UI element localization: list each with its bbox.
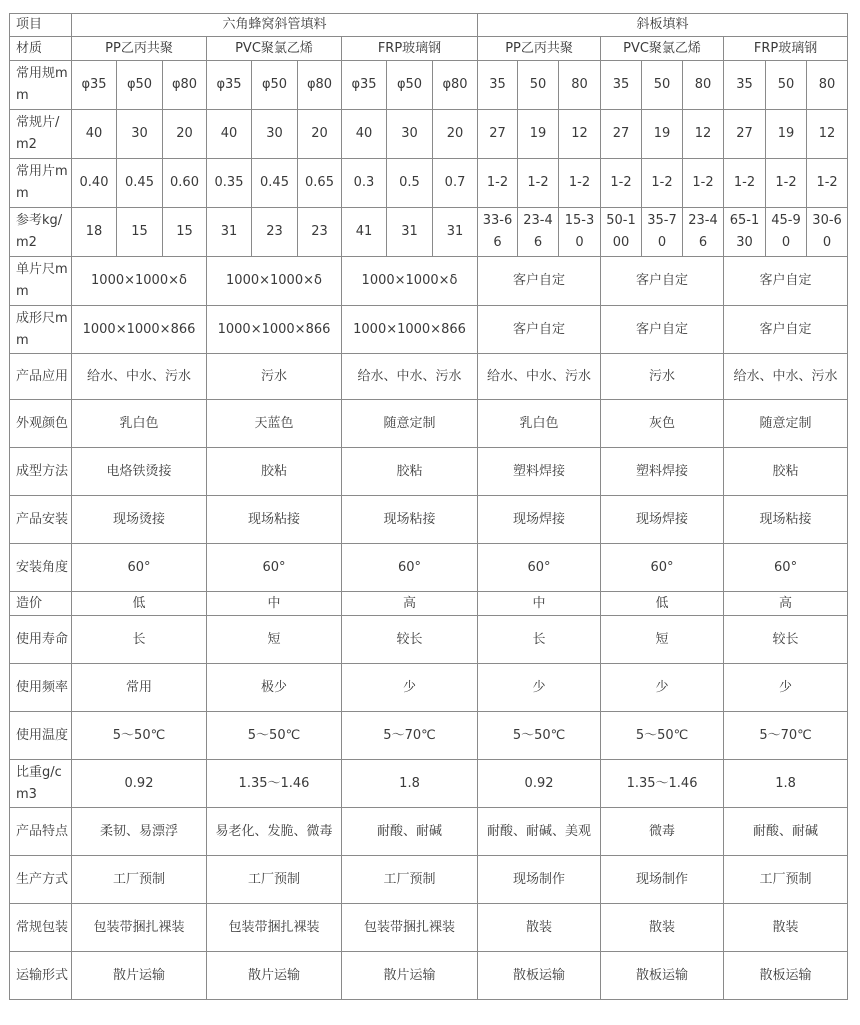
table-cell: 15 xyxy=(117,208,163,257)
table-cell: 0.92 xyxy=(72,760,207,808)
table-row xyxy=(10,904,848,952)
table-cell: 23 xyxy=(298,208,342,257)
table-cell: 1-2 xyxy=(807,159,848,208)
table-cell: 散板运输 xyxy=(478,952,601,1000)
table-row xyxy=(10,592,848,616)
table-cell: 1000×1000×866 xyxy=(207,306,342,354)
table-cell: 中 xyxy=(207,592,342,616)
row-label: 使用温度 xyxy=(10,712,72,760)
table-cell: 12 xyxy=(807,110,848,159)
table-cell: φ35 xyxy=(207,61,252,110)
table-cell: 5～50℃ xyxy=(72,712,207,760)
table-row xyxy=(10,400,848,448)
material-cell: PVC聚氯乙烯 xyxy=(207,37,342,61)
table-cell: 12 xyxy=(559,110,601,159)
table-row xyxy=(10,61,848,110)
table-cell: 19 xyxy=(518,110,559,159)
table-cell: 易老化、发脆、微毒 xyxy=(207,808,342,856)
table-cell: 1-2 xyxy=(518,159,559,208)
table-cell: 0.65 xyxy=(298,159,342,208)
table-cell: 23-46 xyxy=(518,208,559,257)
row-label: 参考kg/m2 xyxy=(10,208,72,257)
table-cell: 1-2 xyxy=(478,159,518,208)
table-cell: 1.8 xyxy=(724,760,848,808)
table-cell: 柔韧、易漂浮 xyxy=(72,808,207,856)
table-cell: 60° xyxy=(72,544,207,592)
table-row xyxy=(10,856,848,904)
table-cell: 客户自定 xyxy=(601,257,724,306)
table-cell: 0.35 xyxy=(207,159,252,208)
table-cell: 给水、中水、污水 xyxy=(72,354,207,400)
table-cell: 60° xyxy=(724,544,848,592)
table-cell: 现场烫接 xyxy=(72,496,207,544)
table-cell: 1-2 xyxy=(642,159,683,208)
table-cell: 现场制作 xyxy=(478,856,601,904)
table-cell: 30 xyxy=(252,110,298,159)
row-label: 使用频率 xyxy=(10,664,72,712)
table-cell: 31 xyxy=(207,208,252,257)
table-cell: 19 xyxy=(766,110,807,159)
row-label: 常用片mm xyxy=(10,159,72,208)
material-cell: PP乙丙共聚 xyxy=(72,37,207,61)
table-cell: φ50 xyxy=(117,61,163,110)
table-cell: 15-30 xyxy=(559,208,601,257)
table-cell: 41 xyxy=(342,208,387,257)
row-label: 成型方法 xyxy=(10,448,72,496)
material-cell: FRP玻璃钢 xyxy=(342,37,478,61)
table-cell: 20 xyxy=(433,110,478,159)
table-row xyxy=(10,544,848,592)
row-label: 生产方式 xyxy=(10,856,72,904)
table-cell: 1000×1000×δ xyxy=(207,257,342,306)
table-cell: 耐酸、耐碱、美观 xyxy=(478,808,601,856)
table-cell: 耐酸、耐碱 xyxy=(724,808,848,856)
table-cell: 包装带捆扎裸装 xyxy=(207,904,342,952)
table-cell: 27 xyxy=(724,110,766,159)
table-cell: 20 xyxy=(298,110,342,159)
table-cell: φ50 xyxy=(387,61,433,110)
table-cell: 1.35～1.46 xyxy=(601,760,724,808)
table-cell: 随意定制 xyxy=(342,400,478,448)
table-cell: 极少 xyxy=(207,664,342,712)
table-cell: 35-70 xyxy=(642,208,683,257)
table-cell: φ35 xyxy=(72,61,117,110)
table-cell: 50 xyxy=(766,61,807,110)
table-cell: 31 xyxy=(433,208,478,257)
table-cell: 短 xyxy=(207,616,342,664)
table-cell: 高 xyxy=(342,592,478,616)
table-cell: 0.45 xyxy=(117,159,163,208)
table-cell: 中 xyxy=(478,592,601,616)
header-project: 项目 xyxy=(10,14,72,37)
table-cell: 27 xyxy=(601,110,642,159)
table-cell: 40 xyxy=(72,110,117,159)
table-cell: 散片运输 xyxy=(342,952,478,1000)
table-cell: 23-46 xyxy=(683,208,724,257)
table-cell: 低 xyxy=(72,592,207,616)
row-label: 单片尺mm xyxy=(10,257,72,306)
table-cell: 较长 xyxy=(342,616,478,664)
table-cell: φ35 xyxy=(342,61,387,110)
table-cell: 31 xyxy=(387,208,433,257)
table-cell: 散装 xyxy=(601,904,724,952)
row-label: 运输形式 xyxy=(10,952,72,1000)
row-label: 产品特点 xyxy=(10,808,72,856)
table-cell: 60° xyxy=(601,544,724,592)
table-cell: 40 xyxy=(207,110,252,159)
table-cell: 80 xyxy=(807,61,848,110)
table-cell: 少 xyxy=(601,664,724,712)
table-cell: 0.60 xyxy=(163,159,207,208)
row-label: 产品应用 xyxy=(10,354,72,400)
table-cell: φ50 xyxy=(252,61,298,110)
row-label: 使用寿命 xyxy=(10,616,72,664)
table-cell: 35 xyxy=(478,61,518,110)
table-cell: 少 xyxy=(724,664,848,712)
material-cell: PP乙丙共聚 xyxy=(478,37,601,61)
table-row xyxy=(10,448,848,496)
table-row xyxy=(10,760,848,808)
table-cell: 现场焊接 xyxy=(601,496,724,544)
table-row xyxy=(10,110,848,159)
table-cell: 少 xyxy=(342,664,478,712)
table-cell: 客户自定 xyxy=(478,257,601,306)
table-cell: 60° xyxy=(207,544,342,592)
table-cell: 高 xyxy=(724,592,848,616)
row-label: 外观颜色 xyxy=(10,400,72,448)
table-cell: 长 xyxy=(478,616,601,664)
table-cell: 散装 xyxy=(478,904,601,952)
table-cell: 包装带捆扎裸装 xyxy=(72,904,207,952)
table-cell: 1-2 xyxy=(559,159,601,208)
table-cell: 0.40 xyxy=(72,159,117,208)
table-cell: 5～50℃ xyxy=(601,712,724,760)
table-cell: 乳白色 xyxy=(478,400,601,448)
table-cell: 5～70℃ xyxy=(342,712,478,760)
table-cell: 5～50℃ xyxy=(207,712,342,760)
table-cell: 天蓝色 xyxy=(207,400,342,448)
header-row-material xyxy=(10,37,848,61)
table-row xyxy=(10,952,848,1000)
table-cell: 12 xyxy=(683,110,724,159)
table-cell: 27 xyxy=(478,110,518,159)
table-cell: 较长 xyxy=(724,616,848,664)
table-cell: 30 xyxy=(117,110,163,159)
table-row xyxy=(10,354,848,400)
row-label: 常用规mm xyxy=(10,61,72,110)
row-label: 造价 xyxy=(10,592,72,616)
table-cell: 工厂预制 xyxy=(342,856,478,904)
row-label: 安装角度 xyxy=(10,544,72,592)
table-cell: 0.45 xyxy=(252,159,298,208)
header-material: 材质 xyxy=(10,37,72,61)
table-cell: 污水 xyxy=(601,354,724,400)
table-cell: 60° xyxy=(478,544,601,592)
table-cell: 0.3 xyxy=(342,159,387,208)
table-cell: 60° xyxy=(342,544,478,592)
table-cell: 散片运输 xyxy=(72,952,207,1000)
table-cell: 给水、中水、污水 xyxy=(478,354,601,400)
table-cell: 35 xyxy=(724,61,766,110)
table-cell: 19 xyxy=(642,110,683,159)
header-row-group xyxy=(10,14,848,37)
table-cell: 65-130 xyxy=(724,208,766,257)
table-cell: 1000×1000×866 xyxy=(342,306,478,354)
table-cell: 40 xyxy=(342,110,387,159)
table-cell: 20 xyxy=(163,110,207,159)
table-row xyxy=(10,664,848,712)
table-cell: 低 xyxy=(601,592,724,616)
table-cell: 23 xyxy=(252,208,298,257)
row-label: 产品安装 xyxy=(10,496,72,544)
table-cell: 工厂预制 xyxy=(207,856,342,904)
table-cell: 1-2 xyxy=(683,159,724,208)
table-cell: φ80 xyxy=(163,61,207,110)
table-cell: 80 xyxy=(683,61,724,110)
table-cell: φ80 xyxy=(433,61,478,110)
table-cell: 18 xyxy=(72,208,117,257)
table-row xyxy=(10,496,848,544)
table-row xyxy=(10,208,848,257)
table-cell: 现场制作 xyxy=(601,856,724,904)
table-cell: 50 xyxy=(642,61,683,110)
table-cell: 工厂预制 xyxy=(724,856,848,904)
table-cell: 少 xyxy=(478,664,601,712)
table-cell: 现场粘接 xyxy=(724,496,848,544)
table-row xyxy=(10,257,848,306)
table-cell: 30-60 xyxy=(807,208,848,257)
table-cell: 给水、中水、污水 xyxy=(724,354,848,400)
table-cell: 80 xyxy=(559,61,601,110)
table-cell: 15 xyxy=(163,208,207,257)
table-cell: 电烙铁烫接 xyxy=(72,448,207,496)
table-cell: 灰色 xyxy=(601,400,724,448)
table-cell: 常用 xyxy=(72,664,207,712)
table-cell: 客户自定 xyxy=(724,257,848,306)
table-cell: 50 xyxy=(518,61,559,110)
table-cell: φ80 xyxy=(298,61,342,110)
table-cell: 污水 xyxy=(207,354,342,400)
table-cell: 塑料焊接 xyxy=(478,448,601,496)
table-cell: 客户自定 xyxy=(724,306,848,354)
row-label: 常规片/m2 xyxy=(10,110,72,159)
table-cell: 随意定制 xyxy=(724,400,848,448)
table-cell: 客户自定 xyxy=(478,306,601,354)
table-cell: 1000×1000×δ xyxy=(342,257,478,306)
row-label: 成形尺mm xyxy=(10,306,72,354)
table-cell: 0.5 xyxy=(387,159,433,208)
table-cell: 5～50℃ xyxy=(478,712,601,760)
table-cell: 短 xyxy=(601,616,724,664)
table-cell: 胶粘 xyxy=(207,448,342,496)
table-row xyxy=(10,712,848,760)
table-cell: 0.92 xyxy=(478,760,601,808)
table-row xyxy=(10,616,848,664)
table-cell: 客户自定 xyxy=(601,306,724,354)
table-cell: 1-2 xyxy=(724,159,766,208)
table-cell: 45-90 xyxy=(766,208,807,257)
table-cell: 1.8 xyxy=(342,760,478,808)
table-cell: 乳白色 xyxy=(72,400,207,448)
table-row xyxy=(10,159,848,208)
table-cell: 50-100 xyxy=(601,208,642,257)
table-cell: 给水、中水、污水 xyxy=(342,354,478,400)
material-cell: FRP玻璃钢 xyxy=(724,37,848,61)
table-cell: 30 xyxy=(387,110,433,159)
table-cell: 0.7 xyxy=(433,159,478,208)
table-row xyxy=(10,306,848,354)
table-cell: 塑料焊接 xyxy=(601,448,724,496)
row-label: 常规包装 xyxy=(10,904,72,952)
table-cell: 散板运输 xyxy=(724,952,848,1000)
table-cell: 1000×1000×866 xyxy=(72,306,207,354)
table-cell: 胶粘 xyxy=(342,448,478,496)
table-cell: 包装带捆扎裸装 xyxy=(342,904,478,952)
table-cell: 散板运输 xyxy=(601,952,724,1000)
table-cell: 1.35～1.46 xyxy=(207,760,342,808)
table-cell: 工厂预制 xyxy=(72,856,207,904)
table-cell: 耐酸、耐碱 xyxy=(342,808,478,856)
table-cell: 微毒 xyxy=(601,808,724,856)
table-cell: 现场粘接 xyxy=(207,496,342,544)
row-label: 比重g/cm3 xyxy=(10,760,72,808)
material-cell: PVC聚氯乙烯 xyxy=(601,37,724,61)
table-row xyxy=(10,808,848,856)
table-cell: 散片运输 xyxy=(207,952,342,1000)
spec-table xyxy=(9,13,848,1000)
table-cell: 35 xyxy=(601,61,642,110)
table-cell: 现场焊接 xyxy=(478,496,601,544)
header-group-plate: 斜板填料 xyxy=(478,14,848,37)
table-cell: 33-66 xyxy=(478,208,518,257)
table-cell: 1-2 xyxy=(601,159,642,208)
table-cell: 1-2 xyxy=(766,159,807,208)
table-cell: 1000×1000×δ xyxy=(72,257,207,306)
table-cell: 胶粘 xyxy=(724,448,848,496)
table-cell: 长 xyxy=(72,616,207,664)
table-cell: 散装 xyxy=(724,904,848,952)
header-group-honeycomb: 六角蜂窝斜管填料 xyxy=(72,14,478,37)
table-cell: 现场粘接 xyxy=(342,496,478,544)
table-cell: 5～70℃ xyxy=(724,712,848,760)
